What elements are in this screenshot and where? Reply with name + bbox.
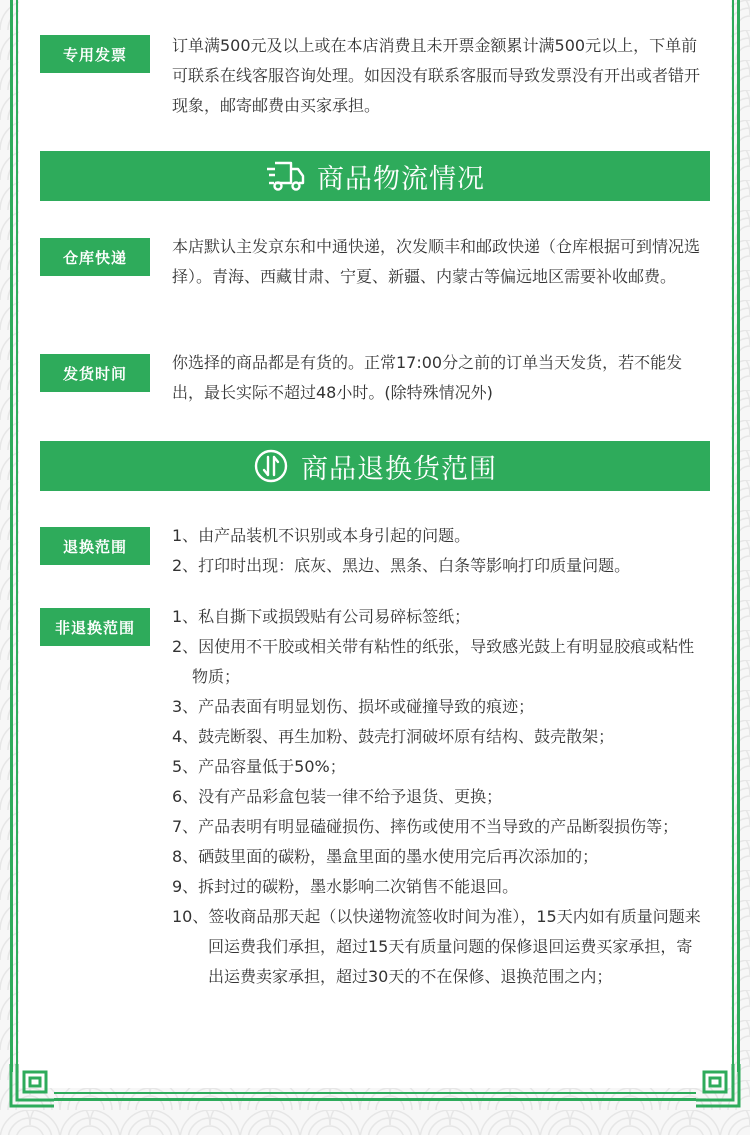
invoice-label: 专用发票 xyxy=(40,35,150,73)
list-item: 10、签收商品那天起（以快递物流签收时间为准），15天内如有质量问题来回运费我们承担，超过15天有质量问题的保修退回运费买家承担，寄出运费卖家承担，超过30天的不在保修、退换范围之内； xyxy=(172,907,701,986)
non-return-scope-list xyxy=(172,602,702,992)
return-scope-label: 退换范围 xyxy=(40,527,150,565)
frame-bottom-line xyxy=(54,1098,696,1101)
list-item: 2、因使用不干胶或相关带有粘性的纸张，导致感光鼓上有明显胶痕或粘性物质； xyxy=(172,637,695,686)
list-item: 7、产品表明有明显磕碰损伤、摔伤或使用不当导致的产品断裂损伤等； xyxy=(172,817,679,836)
frame-right-inner xyxy=(732,0,734,1072)
ship-time-text: 你选择的商品都是有货的。正常17:00分之前的订单当天发货，若不能发出，最长实际不超过48小时。(除特殊情况外) xyxy=(172,353,683,402)
list-item: 5、产品容量低于50%； xyxy=(172,757,346,776)
list-item: 1、私自撕下或损毁贴有公司易碎标签纸； xyxy=(172,607,471,626)
return-scope-list xyxy=(172,521,702,581)
logistics-section-header xyxy=(40,151,710,201)
list-item: 4、鼓壳断裂、再生加粉、鼓壳打洞破坏原有结构、鼓壳散架； xyxy=(172,727,615,746)
list-item: 6、没有产品彩盒包装一律不给予退货、更换； xyxy=(172,787,503,806)
logistics-title: 商品物流情况 xyxy=(317,163,485,195)
delivery-truck-icon xyxy=(265,159,305,193)
frame-left-inner xyxy=(16,0,18,1072)
warehouse-text: 本店默认主发京东和中通快递，次发顺丰和邮政快递（仓库根据可到情况选择）。青海、西藏甘肃、宁夏、新疆、内蒙古等偏远地区需要补收邮费。 xyxy=(172,237,701,286)
returns-section-header xyxy=(40,441,710,491)
list-item: 9、拆封过的碳粉，墨水影响二次销售不能退回。 xyxy=(172,877,519,896)
list-item: 3、产品表面有明显划伤、损坏或碰撞导致的痕迹； xyxy=(172,697,535,716)
invoice-text: 订单满500元及以上或在本店消费且未开票金额累计满500元以上，下单前可联系在线客服咨询处理。如因没有联系客服而导致发票没有开出或者错开现象，邮寄邮费由买家承担。 xyxy=(172,36,701,115)
bottom-right-corner-ornament xyxy=(692,1062,742,1110)
returns-title: 商品退换货范围 xyxy=(301,453,497,485)
frame-bottom-line-inner xyxy=(54,1092,696,1094)
warehouse-label: 仓库快递 xyxy=(40,238,150,276)
frame-left-outer xyxy=(10,0,13,1072)
list-item: 1、由产品装机不识别或本身引起的问题。 xyxy=(172,526,471,545)
frame-right-outer xyxy=(737,0,740,1072)
non-return-scope-label: 非退换范围 xyxy=(40,608,150,646)
exchange-arrows-icon xyxy=(253,448,289,484)
ship-time-label: 发货时间 xyxy=(40,354,150,392)
list-item: 2、打印时出现：底灰、黑边、黑条、白条等影响打印质量问题。 xyxy=(172,556,631,575)
list-item: 8、硒鼓里面的碳粉，墨盒里面的墨水使用完后再次添加的； xyxy=(172,847,599,866)
bottom-left-corner-ornament xyxy=(8,1062,58,1110)
